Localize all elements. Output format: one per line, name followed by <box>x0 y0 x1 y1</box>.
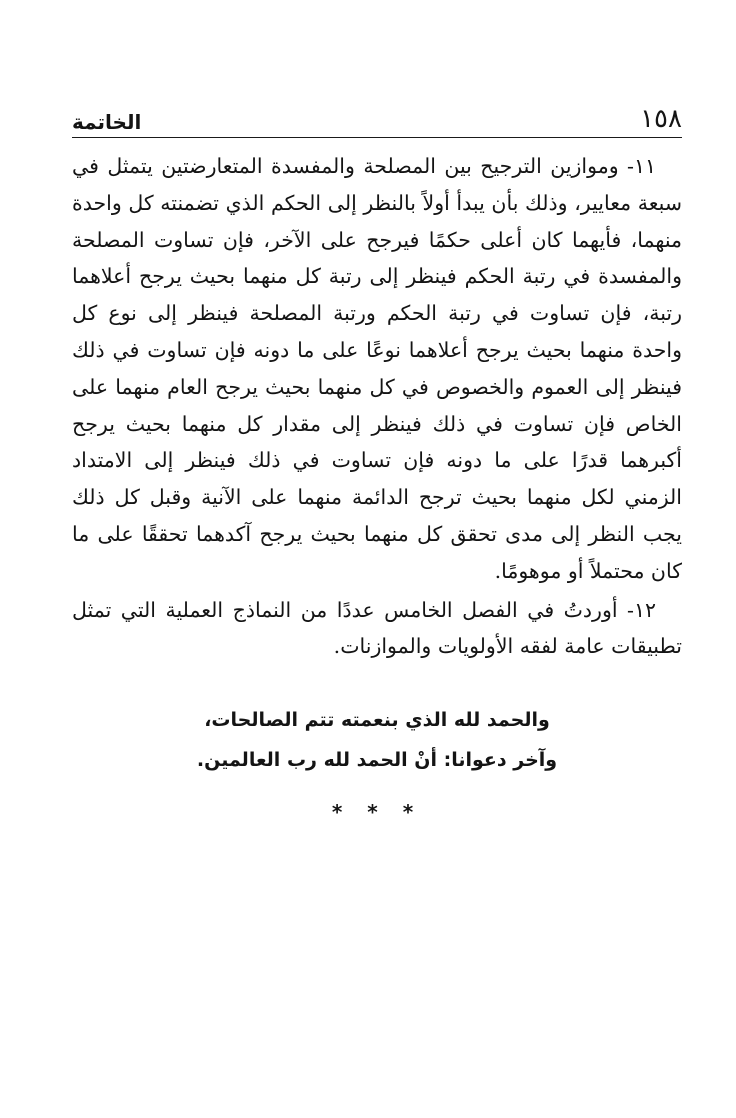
paragraph-item-11: ١١- وموازين الترجيح بين المصلحة والمفسدة المتعارضتين يتمثل في سبعة معايير، وذلك بأن يبدأ أولاً بالنظر إلى الحكم الذي تضمنته كل واحدة منهما، فأيهما كان أعلى حكمًا فيرجح على الآخر، فإن تساوت المصلحة والمفسدة في رتبة الحكم فينظر إلى رتبة كل منهما بحيث يرجح أعلاهما رتبة، فإن تساوت في رتبة الحكم ورتبة المصلحة فينظر إلى نوع كل واحدة منهما بحيث يرجح أعلاهما نوعًا على ما دونه فإن تساوت في ذلك فينظر إلى العموم والخصوص في كل منهما بحيث يرجح العام منهما على الخاص فإن تساوت في ذلك فينظر إلى مقدار كل منهما بحيث يرجح أكبرهما قدرًا على ما دونه فإن تساوت في ذلك فينظر إلى الامتداد الزمني لكل منهما بحيث ترجح الدائمة منهما على الآنية وقبل كل ذلك يجب النظر إلى مدى تحقق كل منهما بحيث يرجح آكدهما تحققًا على ما كان محتملاً أو موهومًا. <box>72 154 682 583</box>
closing-line-2: وآخر دعوانا: أنْ الحمد لله رب العالمين. <box>196 749 558 771</box>
closing-prayer <box>72 700 682 780</box>
header-divider <box>72 137 682 138</box>
paragraph-item-12: ١٢- أوردتُ في الفصل الخامس عددًا من النماذج العملية التي تمثل تطبيقات عامة لفقه الأولويات والموازنات. <box>72 597 682 659</box>
running-header <box>72 92 682 132</box>
closing-line-1: والحمد لله الذي بنعمته تتم الصالحات، <box>204 709 550 731</box>
section-separator: * * * <box>331 800 423 824</box>
chapter-title: الخاتمة <box>72 110 142 134</box>
page-number: ١٥٨ <box>640 104 682 134</box>
body-text <box>72 148 682 665</box>
